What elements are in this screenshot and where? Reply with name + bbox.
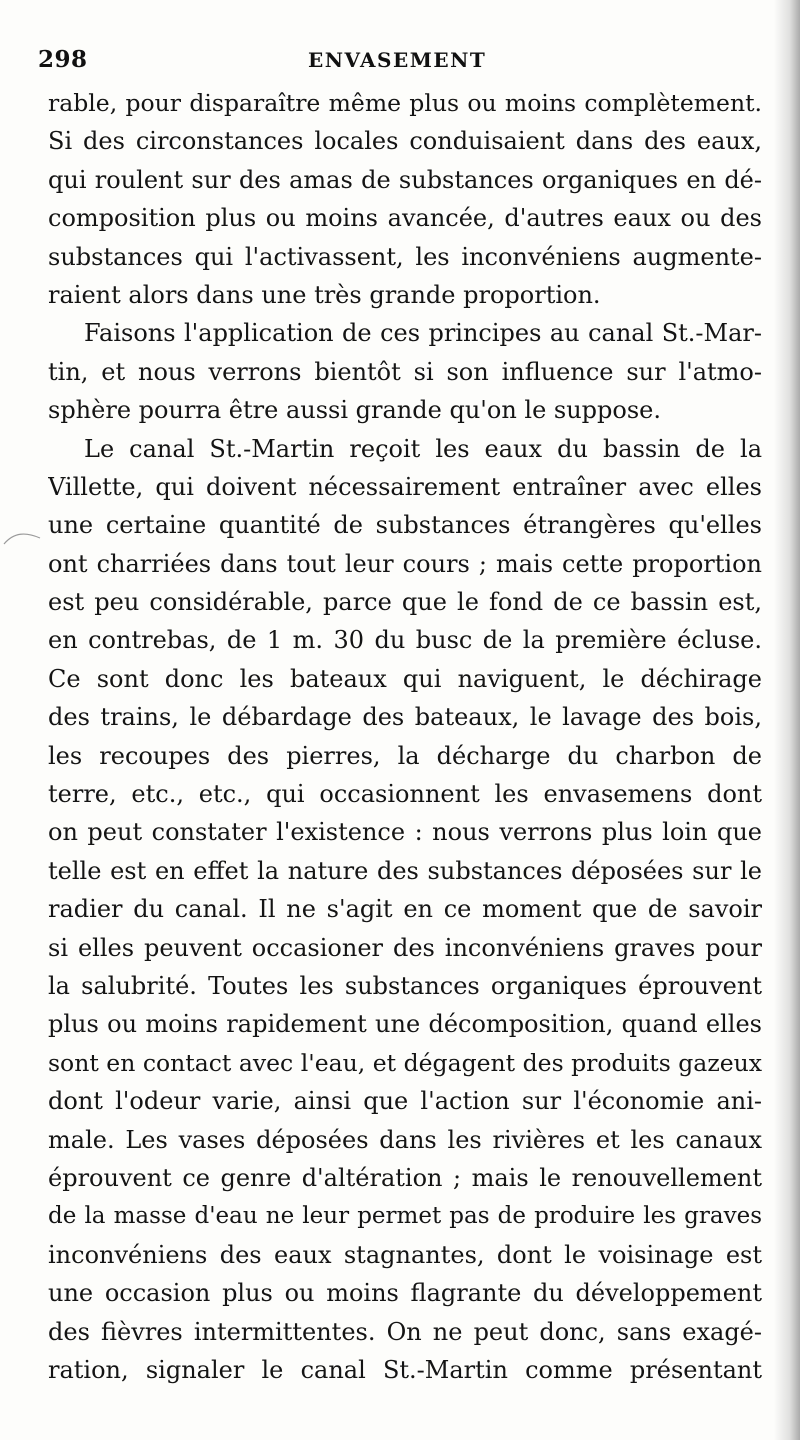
- text-line: Ce sont donc les bateaux qui naviguent, le déchirage: [48, 664, 762, 693]
- text-line: de la masse d'eau ne leur permet pas de produire les graves: [48, 1203, 762, 1230]
- page-header: [38, 46, 738, 80]
- text-line: Faisons l'application de ces principes au canal St.-Mar-: [84, 319, 762, 348]
- text-line: inconvéniens des eaux stagnantes, dont le voisinage est: [48, 1240, 762, 1269]
- text-line: des fièvres intermittentes. On ne peut donc, sans exagé-: [48, 1317, 762, 1346]
- page-number: 298: [38, 46, 88, 73]
- text-line: si elles peuvent occasioner des inconvéniens graves pour: [48, 933, 762, 962]
- text-line: qui roulent sur des amas de substances organiques en dé-: [48, 165, 762, 194]
- text-line: dont l'odeur varie, ainsi que l'action sur l'économie ani-: [48, 1087, 762, 1116]
- text-line: rable, pour disparaître même plus ou moins complètement.: [48, 89, 762, 117]
- text-line: telle est en effet la nature des substances déposées sur le: [48, 856, 762, 885]
- text-line: ration, signaler le canal St.-Martin comme présentant: [48, 1355, 762, 1384]
- text-line: est peu considérable, parce que le fond de ce bassin est,: [48, 588, 762, 617]
- running-head: ENVASEMENT: [308, 48, 487, 72]
- text-line: une occasion plus ou moins flagrante du développement: [48, 1279, 762, 1308]
- body-text: [48, 84, 762, 1389]
- margin-pencil-mark: [2, 528, 42, 550]
- text-line: raient alors dans une très grande proportion.: [48, 280, 601, 309]
- text-line: radier du canal. Il ne s'agit en ce moment que de savoir: [48, 895, 762, 924]
- text-line: tin, et nous verrons bientôt si son influence sur l'atmo-: [48, 357, 762, 386]
- text-line: terre, etc., etc., qui occasionnent les envasemens dont: [48, 780, 762, 809]
- text-line: on peut constater l'existence : nous verrons plus loin que: [48, 818, 762, 847]
- text-line: Le canal St.-Martin reçoit les eaux du bassin de la: [84, 434, 762, 463]
- text-line: Si des circonstances locales conduisaient dans des eaux,: [48, 127, 762, 156]
- page-edge-shadow: [774, 0, 800, 1440]
- text-line: male. Les vases déposées dans les rivières et les canaux: [48, 1125, 762, 1154]
- text-line: sont en contact avec l'eau, et dégagent des produits gazeux: [48, 1048, 762, 1077]
- text-line: éprouvent ce genre d'altération ; mais le renouvellement: [48, 1163, 762, 1192]
- text-line: en contrebas, de 1 m. 30 du busc de la première écluse.: [48, 626, 762, 655]
- text-line: Villette, qui doivent nécessairement entraîner avec elles: [48, 472, 762, 501]
- text-line: les recoupes des pierres, la décharge du charbon de: [48, 741, 762, 770]
- text-line: une certaine quantité de substances étrangères qu'elles: [48, 511, 762, 540]
- text-line: ont charriées dans tout leur cours ; mais cette proportion: [48, 549, 762, 578]
- text-line: des trains, le débardage des bateaux, le lavage des bois,: [48, 703, 762, 732]
- text-line: composition plus ou moins avancée, d'autres eaux ou des: [48, 204, 762, 233]
- text-line: plus ou moins rapidement une décomposition, quand elles: [48, 1010, 762, 1039]
- text-line: la salubrité. Toutes les substances organiques éprouvent: [48, 971, 762, 1000]
- text-line: substances qui l'activassent, les inconvéniens augmente-: [48, 242, 762, 271]
- text-line: sphère pourra être aussi grande qu'on le suppose.: [48, 396, 662, 425]
